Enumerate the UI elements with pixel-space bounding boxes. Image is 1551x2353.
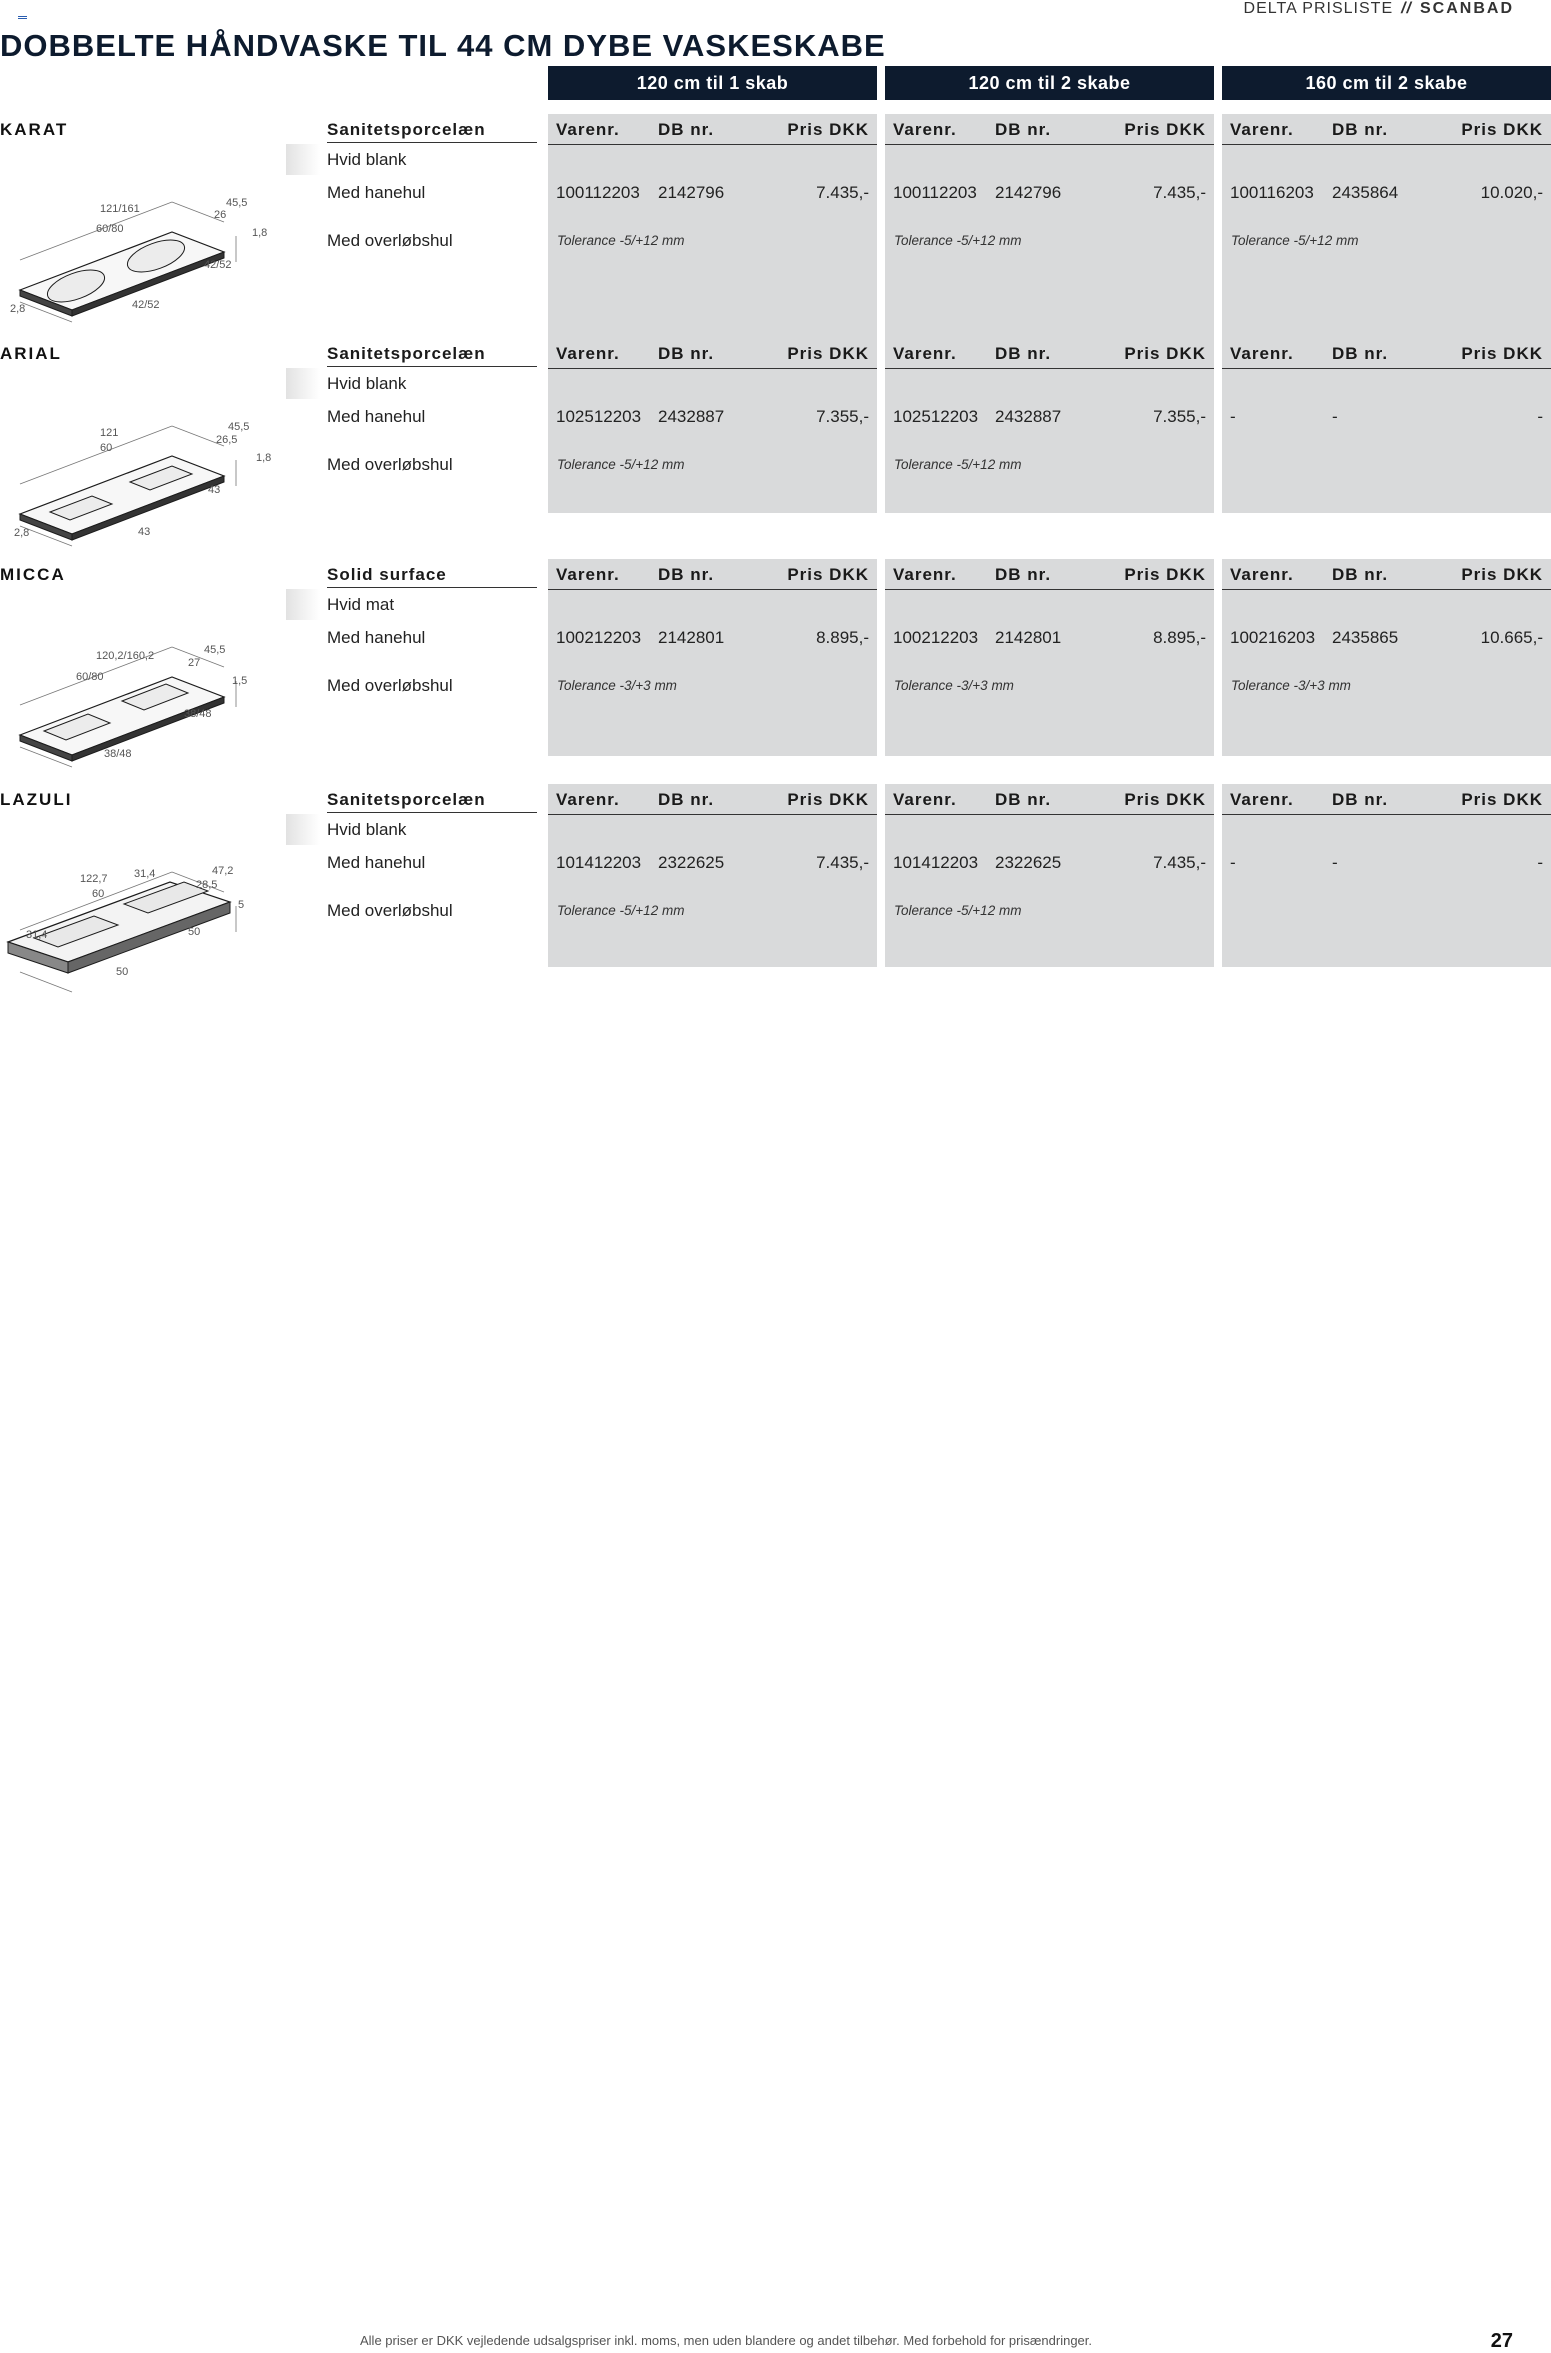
- basin-drawing: [0, 364, 272, 554]
- db-no-header: DB nr.: [995, 790, 1052, 809]
- dimension-label: 60: [92, 888, 105, 900]
- product-section-arial: [0, 344, 1550, 539]
- material-title: Sanitetsporcelæn: [327, 120, 537, 143]
- db-no-header: DB nr.: [1332, 790, 1389, 809]
- finish-label: Hvid blank: [327, 150, 407, 169]
- db-no-header: DB nr.: [1332, 344, 1389, 363]
- price-table-header: [548, 788, 877, 815]
- variant-label: Med hanehul: [327, 628, 426, 647]
- price-column-3: [1222, 114, 1551, 339]
- item-number: 100212203: [893, 628, 979, 647]
- product-name: LAZULI: [0, 790, 73, 809]
- dimension-label: 60/80: [96, 223, 124, 235]
- price-header: Pris DKK: [1124, 120, 1206, 139]
- tolerance-note: Tolerance -5/+12 mm: [894, 457, 1022, 472]
- dimension-label: 121: [100, 427, 119, 439]
- db-no-header: DB nr.: [658, 120, 715, 139]
- price-header: Pris DKK: [1461, 344, 1543, 363]
- header-separator: //: [1401, 0, 1412, 17]
- basin-arial: [20, 456, 224, 540]
- item-number: 101412203: [893, 853, 979, 872]
- item-no-header: Varenr.: [556, 565, 620, 584]
- db-number: 2322625: [658, 853, 725, 872]
- db-number: 2142801: [995, 628, 1062, 647]
- product-drawing: [0, 140, 268, 330]
- price-table-header: [1222, 563, 1551, 590]
- product-section-lazuli: [0, 790, 1550, 983]
- price-value: 10.020,-: [1480, 183, 1543, 202]
- finish-label: Hvid blank: [327, 820, 407, 839]
- price-table-header: [1222, 788, 1551, 815]
- basin-karat: [20, 232, 224, 316]
- finish-swatch: [286, 814, 320, 845]
- item-no-header: Varenr.: [556, 790, 620, 809]
- running-header: [1244, 0, 1514, 18]
- page-corner-mark: [18, 16, 27, 20]
- dimension-label: 38/48: [104, 748, 132, 760]
- tolerance-note: Tolerance -5/+12 mm: [557, 903, 685, 918]
- dim-line-front: [20, 972, 72, 992]
- price-value: 7.435,-: [816, 853, 869, 872]
- price-value: 8.895,-: [816, 628, 869, 647]
- db-number: 2432887: [995, 407, 1062, 426]
- price-column-1: [548, 114, 877, 339]
- dimension-label: 50: [116, 966, 129, 978]
- dimension-label: 122,7: [80, 873, 108, 885]
- finish-swatch: [286, 144, 320, 175]
- price-value: 7.435,-: [1153, 183, 1206, 202]
- item-no-header: Varenr.: [893, 565, 957, 584]
- price-column-1: [548, 338, 877, 513]
- dimension-label: 28,5: [196, 879, 218, 891]
- dimension-label: 50: [188, 926, 201, 938]
- price-header: Pris DKK: [1461, 790, 1543, 809]
- dimension-label: 1,8: [252, 227, 268, 239]
- price-column-3: [1222, 559, 1551, 756]
- tolerance-note: Tolerance -5/+12 mm: [894, 233, 1022, 248]
- dimension-label: 38/48: [184, 708, 212, 720]
- dimension-label: 45,5: [228, 421, 250, 433]
- dimension-label: 26,5: [216, 434, 238, 446]
- dimension-label: 26: [214, 209, 227, 221]
- product-section-karat: [0, 120, 1550, 355]
- price-table-header: [885, 342, 1214, 369]
- tolerance-note: Tolerance -5/+12 mm: [1231, 233, 1359, 248]
- db-number: 2435864: [1332, 183, 1399, 202]
- item-number: 100212203: [556, 628, 642, 647]
- item-no-header: Varenr.: [1230, 790, 1294, 809]
- price-table-header: [548, 342, 877, 369]
- finish-label: Hvid mat: [327, 595, 395, 614]
- basin-drawing: [0, 810, 245, 1000]
- price-table-header: [885, 118, 1214, 145]
- price-header: Pris DKK: [1124, 790, 1206, 809]
- tolerance-note: Tolerance -5/+12 mm: [557, 457, 685, 472]
- db-no-header: DB nr.: [1332, 120, 1389, 139]
- tolerance-note: Tolerance -3/+3 mm: [894, 678, 1014, 693]
- material-title: Solid surface: [327, 565, 537, 588]
- db-no-header: DB nr.: [658, 344, 715, 363]
- price-column-1: [548, 784, 877, 967]
- footer-note: Alle priser er DKK vejledende udsalgspriser inkl. moms, men uden blandere og andet tilbehør. Med forbehold for prisændringer.: [360, 2333, 1092, 2348]
- catalog-label: DELTA PRISLISTE: [1243, 0, 1394, 17]
- product-drawing: [0, 364, 272, 554]
- finish-label: Hvid blank: [327, 374, 407, 393]
- column-header-3: 160 cm til 2 skabe: [1222, 66, 1551, 100]
- db-no-header: DB nr.: [995, 565, 1052, 584]
- price-table-header: [885, 788, 1214, 815]
- basin-drawing: [0, 585, 248, 775]
- db-number: 2322625: [995, 853, 1062, 872]
- price-column-2: [885, 338, 1214, 513]
- price-value: -: [1537, 853, 1543, 872]
- price-value: -: [1537, 407, 1543, 426]
- db-number: 2435865: [1332, 628, 1399, 647]
- price-value: 7.355,-: [816, 407, 869, 426]
- dimension-label: 60: [100, 442, 113, 454]
- db-number: 2142796: [658, 183, 725, 202]
- tolerance-note: Tolerance -3/+3 mm: [1231, 678, 1351, 693]
- dimension-label: 31,4: [134, 868, 156, 880]
- material-title: Sanitetsporcelæn: [327, 344, 537, 367]
- dimension-label: 1,8: [256, 452, 272, 464]
- item-no-header: Varenr.: [893, 120, 957, 139]
- product-name: MICCA: [0, 565, 66, 584]
- variant-label: Med hanehul: [327, 407, 426, 426]
- price-table-header: [548, 118, 877, 145]
- item-number: 100116203: [1230, 183, 1314, 202]
- price-column-3: [1222, 338, 1551, 513]
- price-header: Pris DKK: [1124, 565, 1206, 584]
- variant-label: Med overløbshul: [327, 901, 453, 920]
- product-drawing: [0, 585, 248, 775]
- price-table-header: [1222, 342, 1551, 369]
- item-number: -: [1230, 407, 1236, 426]
- price-column-2: [885, 114, 1214, 339]
- dimension-label: 2,8: [14, 527, 30, 539]
- dimension-label: 31,4: [26, 929, 48, 941]
- basin-top: [20, 456, 224, 534]
- dimension-label: 43: [138, 526, 151, 538]
- product-name: KARAT: [0, 120, 69, 139]
- variant-label: Med overløbshul: [327, 455, 453, 474]
- product-drawing: [0, 810, 245, 1000]
- dimension-label: 45,5: [226, 197, 248, 209]
- column-header-2: 120 cm til 2 skabe: [885, 66, 1214, 100]
- db-no-header: DB nr.: [658, 790, 715, 809]
- page-number: 27: [1490, 2330, 1513, 2352]
- variant-label: Med hanehul: [327, 853, 426, 872]
- tolerance-note: Tolerance -3/+3 mm: [557, 678, 677, 693]
- price-header: Pris DKK: [1461, 565, 1543, 584]
- price-column-1: [548, 559, 877, 756]
- item-no-header: Varenr.: [556, 344, 620, 363]
- dimension-label: 121/161: [100, 203, 140, 215]
- price-header: Pris DKK: [1461, 120, 1543, 139]
- db-number: -: [1332, 407, 1338, 426]
- dimension-label: 2,8: [10, 303, 26, 315]
- product-section-micca: [0, 565, 1550, 772]
- db-number: -: [1332, 853, 1338, 872]
- price-value: 7.435,-: [816, 183, 869, 202]
- db-no-header: DB nr.: [995, 120, 1052, 139]
- price-table-header: [885, 563, 1214, 590]
- price-value: 7.355,-: [1153, 407, 1206, 426]
- price-table-header: [1222, 118, 1551, 145]
- item-number: 101412203: [556, 853, 642, 872]
- item-number: 100216203: [1230, 628, 1316, 647]
- item-number: 102512203: [556, 407, 642, 426]
- price-header: Pris DKK: [787, 790, 869, 809]
- db-number: 2142801: [658, 628, 725, 647]
- tolerance-note: Tolerance -5/+12 mm: [894, 903, 1022, 918]
- dimension-label: 43: [208, 484, 221, 496]
- item-no-header: Varenr.: [893, 790, 957, 809]
- finish-swatch: [286, 368, 320, 399]
- dimension-label: 120,2/160,2: [96, 650, 155, 662]
- db-no-header: DB nr.: [658, 565, 715, 584]
- db-no-header: DB nr.: [1332, 565, 1389, 584]
- db-number: 2432887: [658, 407, 725, 426]
- item-number: 100112203: [893, 183, 977, 202]
- item-number: 100112203: [556, 183, 640, 202]
- variant-label: Med hanehul: [327, 183, 426, 202]
- price-column-3: [1222, 784, 1551, 967]
- item-no-header: Varenr.: [893, 344, 957, 363]
- dimension-label: 42/52: [204, 259, 232, 271]
- dimension-label: 47,2: [212, 865, 234, 877]
- price-header: Pris DKK: [1124, 344, 1206, 363]
- price-column-2: [885, 559, 1214, 756]
- dimension-label: 1,5: [232, 675, 248, 687]
- dimension-label: 5: [238, 899, 245, 911]
- product-name: ARIAL: [0, 344, 62, 363]
- dimension-label: 42/52: [132, 299, 160, 311]
- price-header: Pris DKK: [787, 344, 869, 363]
- db-no-header: DB nr.: [995, 344, 1052, 363]
- variant-label: Med overløbshul: [327, 231, 453, 250]
- page-title: DOBBELTE HÅNDVASKE TIL 44 CM DYBE VASKESKABE: [0, 28, 886, 63]
- dimension-label: 60/80: [76, 671, 104, 683]
- dimension-label: 27: [188, 657, 201, 669]
- tolerance-note: Tolerance -5/+12 mm: [557, 233, 685, 248]
- item-no-header: Varenr.: [1230, 565, 1294, 584]
- price-column-2: [885, 784, 1214, 967]
- material-title: Sanitetsporcelæn: [327, 790, 537, 813]
- basin-drawing: [0, 140, 268, 330]
- item-number: -: [1230, 853, 1236, 872]
- item-no-header: Varenr.: [556, 120, 620, 139]
- dimension-label: 45,5: [204, 644, 226, 656]
- price-value: 10.665,-: [1480, 628, 1543, 647]
- item-number: 102512203: [893, 407, 979, 426]
- price-value: 8.895,-: [1153, 628, 1206, 647]
- column-header-1: 120 cm til 1 skab: [548, 66, 877, 100]
- item-no-header: Varenr.: [1230, 120, 1294, 139]
- db-number: 2142796: [995, 183, 1062, 202]
- item-no-header: Varenr.: [1230, 344, 1294, 363]
- price-header: Pris DKK: [787, 565, 869, 584]
- variant-label: Med overløbshul: [327, 676, 453, 695]
- brand-name: SCANBAD: [1420, 0, 1514, 17]
- price-header: Pris DKK: [787, 120, 869, 139]
- finish-swatch: [286, 589, 320, 620]
- price-table-header: [548, 563, 877, 590]
- price-value: 7.435,-: [1153, 853, 1206, 872]
